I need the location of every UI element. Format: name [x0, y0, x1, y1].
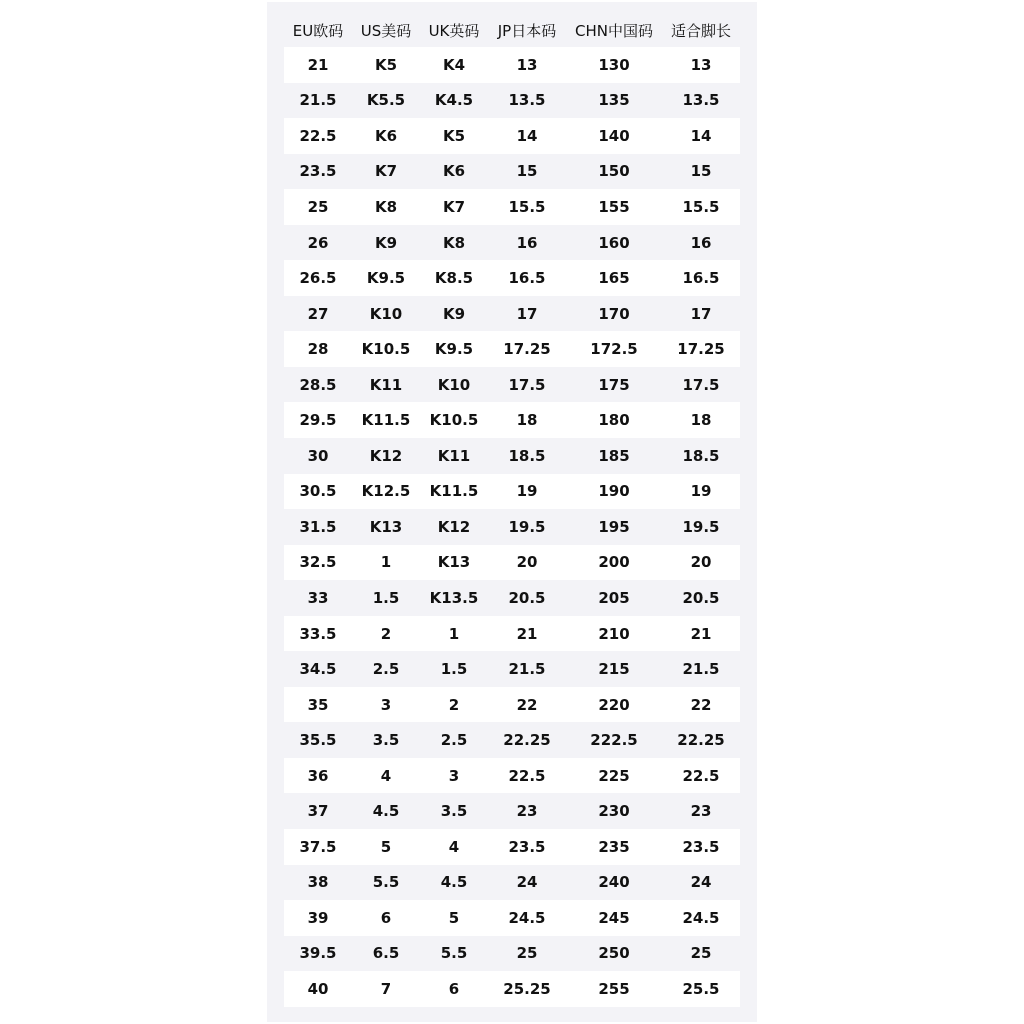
table-row — [284, 509, 740, 545]
cell-jp: 13.5 — [488, 83, 566, 119]
cell-us: 5 — [352, 829, 420, 865]
cell-foot-length: 25 — [662, 936, 740, 972]
cell-foot-length: 22.5 — [662, 758, 740, 794]
cell-chn: 225 — [566, 758, 662, 794]
cell-us: 6 — [352, 900, 420, 936]
cell-us: K11.5 — [352, 402, 420, 438]
cell-foot-length: 16 — [662, 225, 740, 261]
cell-uk: 4.5 — [420, 865, 488, 901]
cell-chn: 250 — [566, 936, 662, 972]
header-foot-length: 适合脚长 — [670, 21, 731, 40]
cell-foot-length: 13.5 — [662, 83, 740, 119]
header-uk: UK英码 — [428, 21, 480, 40]
cell-us: 3.5 — [352, 722, 420, 758]
cell-eu: 28.5 — [284, 367, 352, 403]
cell-jp: 19 — [488, 474, 566, 510]
cell-us: K8 — [352, 189, 420, 225]
cell-us: K10 — [352, 296, 420, 332]
cell-uk: 4 — [420, 829, 488, 865]
table-row — [284, 260, 740, 296]
cell-chn: 235 — [566, 829, 662, 865]
cell-jp: 23 — [488, 793, 566, 829]
cell-eu: 31.5 — [284, 509, 352, 545]
cell-chn: 170 — [566, 296, 662, 332]
cell-eu: 21.5 — [284, 83, 352, 119]
cell-us: 2 — [352, 616, 420, 652]
cell-jp: 17.25 — [488, 331, 566, 367]
cell-foot-length: 22.25 — [662, 722, 740, 758]
table-row — [284, 189, 740, 225]
cell-chn: 190 — [566, 474, 662, 510]
cell-foot-length: 25.5 — [662, 971, 740, 1007]
cell-eu: 37.5 — [284, 829, 352, 865]
cell-foot-length: 15 — [662, 154, 740, 190]
cell-eu: 36 — [284, 758, 352, 794]
table-row — [284, 616, 740, 652]
cell-chn: 222.5 — [566, 722, 662, 758]
cell-chn: 140 — [566, 118, 662, 154]
cell-chn: 200 — [566, 545, 662, 581]
cell-uk: K10 — [420, 367, 488, 403]
table-row — [284, 367, 740, 403]
cell-foot-length: 24.5 — [662, 900, 740, 936]
cell-us: K5 — [352, 47, 420, 83]
cell-chn: 195 — [566, 509, 662, 545]
cell-uk: 3 — [420, 758, 488, 794]
cell-chn: 215 — [566, 651, 662, 687]
cell-foot-length: 14 — [662, 118, 740, 154]
header-us: US美码 — [360, 21, 412, 40]
cell-chn: 255 — [566, 971, 662, 1007]
cell-eu: 38 — [284, 865, 352, 901]
cell-eu: 21 — [284, 47, 352, 83]
cell-foot-length: 18.5 — [662, 438, 740, 474]
cell-eu: 30.5 — [284, 474, 352, 510]
cell-chn: 160 — [566, 225, 662, 261]
size-chart-panel — [267, 2, 757, 1022]
cell-uk: 6 — [420, 971, 488, 1007]
cell-us: K13 — [352, 509, 420, 545]
cell-uk: K9.5 — [420, 331, 488, 367]
table-row — [284, 900, 740, 936]
cell-us: 4.5 — [352, 793, 420, 829]
table-row — [284, 83, 740, 119]
cell-jp: 18 — [488, 402, 566, 438]
cell-foot-length: 17 — [662, 296, 740, 332]
cell-foot-length: 23.5 — [662, 829, 740, 865]
cell-us: K12.5 — [352, 474, 420, 510]
cell-eu: 35.5 — [284, 722, 352, 758]
header-eu: EU欧码 — [292, 21, 344, 40]
cell-eu: 23.5 — [284, 154, 352, 190]
table-row — [284, 829, 740, 865]
cell-uk: 1.5 — [420, 651, 488, 687]
cell-chn: 172.5 — [566, 331, 662, 367]
cell-eu: 37 — [284, 793, 352, 829]
cell-us: 2.5 — [352, 651, 420, 687]
cell-jp: 22.25 — [488, 722, 566, 758]
cell-eu: 22.5 — [284, 118, 352, 154]
table-row — [284, 402, 740, 438]
cell-foot-length: 15.5 — [662, 189, 740, 225]
cell-jp: 19.5 — [488, 509, 566, 545]
cell-uk: K6 — [420, 154, 488, 190]
cell-foot-length: 20 — [662, 545, 740, 581]
cell-chn: 175 — [566, 367, 662, 403]
cell-uk: 5.5 — [420, 936, 488, 972]
cell-us: 6.5 — [352, 936, 420, 972]
cell-us: 5.5 — [352, 865, 420, 901]
cell-eu: 26.5 — [284, 260, 352, 296]
cell-uk: 2.5 — [420, 722, 488, 758]
table-row — [284, 722, 740, 758]
table-row — [284, 971, 740, 1007]
cell-eu: 33.5 — [284, 616, 352, 652]
table-row — [284, 474, 740, 510]
table-row — [284, 545, 740, 581]
cell-jp: 20.5 — [488, 580, 566, 616]
header-chn: CHN中国码 — [575, 21, 653, 40]
cell-chn: 185 — [566, 438, 662, 474]
cell-uk: K11 — [420, 438, 488, 474]
cell-us: K9.5 — [352, 260, 420, 296]
cell-us: K7 — [352, 154, 420, 190]
cell-eu: 29.5 — [284, 402, 352, 438]
cell-chn: 165 — [566, 260, 662, 296]
cell-foot-length: 16.5 — [662, 260, 740, 296]
table-row — [284, 936, 740, 972]
table-row — [284, 225, 740, 261]
cell-uk: K11.5 — [420, 474, 488, 510]
table-row — [284, 331, 740, 367]
size-chart-body — [284, 47, 740, 1007]
cell-us: K6 — [352, 118, 420, 154]
cell-foot-length: 17.5 — [662, 367, 740, 403]
cell-eu: 32.5 — [284, 545, 352, 581]
cell-us: K11 — [352, 367, 420, 403]
cell-eu: 28 — [284, 331, 352, 367]
cell-chn: 135 — [566, 83, 662, 119]
table-row — [284, 47, 740, 83]
cell-jp: 25 — [488, 936, 566, 972]
cell-jp: 21.5 — [488, 651, 566, 687]
cell-chn: 130 — [566, 47, 662, 83]
cell-foot-length: 23 — [662, 793, 740, 829]
cell-uk: 5 — [420, 900, 488, 936]
cell-jp: 22 — [488, 687, 566, 723]
cell-jp: 17.5 — [488, 367, 566, 403]
cell-eu: 34.5 — [284, 651, 352, 687]
cell-chn: 180 — [566, 402, 662, 438]
cell-jp: 15 — [488, 154, 566, 190]
cell-uk: 3.5 — [420, 793, 488, 829]
table-row — [284, 154, 740, 190]
cell-foot-length: 20.5 — [662, 580, 740, 616]
cell-jp: 24.5 — [488, 900, 566, 936]
cell-foot-length: 13 — [662, 47, 740, 83]
cell-us: 1 — [352, 545, 420, 581]
cell-foot-length: 22 — [662, 687, 740, 723]
cell-jp: 16 — [488, 225, 566, 261]
cell-chn: 150 — [566, 154, 662, 190]
cell-eu: 40 — [284, 971, 352, 1007]
header-row — [284, 13, 740, 47]
cell-foot-length: 18 — [662, 402, 740, 438]
cell-chn: 205 — [566, 580, 662, 616]
cell-us: K9 — [352, 225, 420, 261]
cell-jp: 18.5 — [488, 438, 566, 474]
cell-uk: K4.5 — [420, 83, 488, 119]
cell-us: 3 — [352, 687, 420, 723]
cell-chn: 210 — [566, 616, 662, 652]
cell-us: 7 — [352, 971, 420, 1007]
table-row — [284, 296, 740, 332]
cell-eu: 39 — [284, 900, 352, 936]
table-row — [284, 580, 740, 616]
cell-foot-length: 19 — [662, 474, 740, 510]
cell-jp: 16.5 — [488, 260, 566, 296]
cell-eu: 39.5 — [284, 936, 352, 972]
cell-chn: 230 — [566, 793, 662, 829]
cell-chn: 155 — [566, 189, 662, 225]
cell-uk: K8 — [420, 225, 488, 261]
cell-us: 1.5 — [352, 580, 420, 616]
table-row — [284, 438, 740, 474]
size-chart-table — [284, 13, 740, 1007]
cell-us: K10.5 — [352, 331, 420, 367]
cell-us: K12 — [352, 438, 420, 474]
cell-eu: 35 — [284, 687, 352, 723]
cell-eu: 33 — [284, 580, 352, 616]
cell-chn: 240 — [566, 865, 662, 901]
cell-uk: K8.5 — [420, 260, 488, 296]
cell-uk: K7 — [420, 189, 488, 225]
cell-uk: K13.5 — [420, 580, 488, 616]
cell-jp: 20 — [488, 545, 566, 581]
cell-uk: 1 — [420, 616, 488, 652]
cell-us: K5.5 — [352, 83, 420, 119]
cell-eu: 27 — [284, 296, 352, 332]
cell-jp: 15.5 — [488, 189, 566, 225]
cell-jp: 13 — [488, 47, 566, 83]
cell-jp: 14 — [488, 118, 566, 154]
cell-eu: 30 — [284, 438, 352, 474]
cell-foot-length: 17.25 — [662, 331, 740, 367]
cell-uk: K13 — [420, 545, 488, 581]
cell-foot-length: 21 — [662, 616, 740, 652]
table-row — [284, 758, 740, 794]
cell-jp: 17 — [488, 296, 566, 332]
cell-uk: K10.5 — [420, 402, 488, 438]
cell-uk: K12 — [420, 509, 488, 545]
cell-uk: K9 — [420, 296, 488, 332]
cell-eu: 25 — [284, 189, 352, 225]
header-jp: JP日本码 — [497, 21, 557, 40]
cell-foot-length: 24 — [662, 865, 740, 901]
table-row — [284, 865, 740, 901]
table-row — [284, 687, 740, 723]
cell-uk: K4 — [420, 47, 488, 83]
table-row — [284, 793, 740, 829]
cell-jp: 23.5 — [488, 829, 566, 865]
cell-foot-length: 21.5 — [662, 651, 740, 687]
cell-jp: 24 — [488, 865, 566, 901]
table-row — [284, 651, 740, 687]
cell-jp: 25.25 — [488, 971, 566, 1007]
cell-uk: 2 — [420, 687, 488, 723]
cell-jp: 22.5 — [488, 758, 566, 794]
cell-eu: 26 — [284, 225, 352, 261]
table-row — [284, 118, 740, 154]
cell-us: 4 — [352, 758, 420, 794]
cell-uk: K5 — [420, 118, 488, 154]
cell-chn: 245 — [566, 900, 662, 936]
cell-foot-length: 19.5 — [662, 509, 740, 545]
cell-chn: 220 — [566, 687, 662, 723]
cell-jp: 21 — [488, 616, 566, 652]
